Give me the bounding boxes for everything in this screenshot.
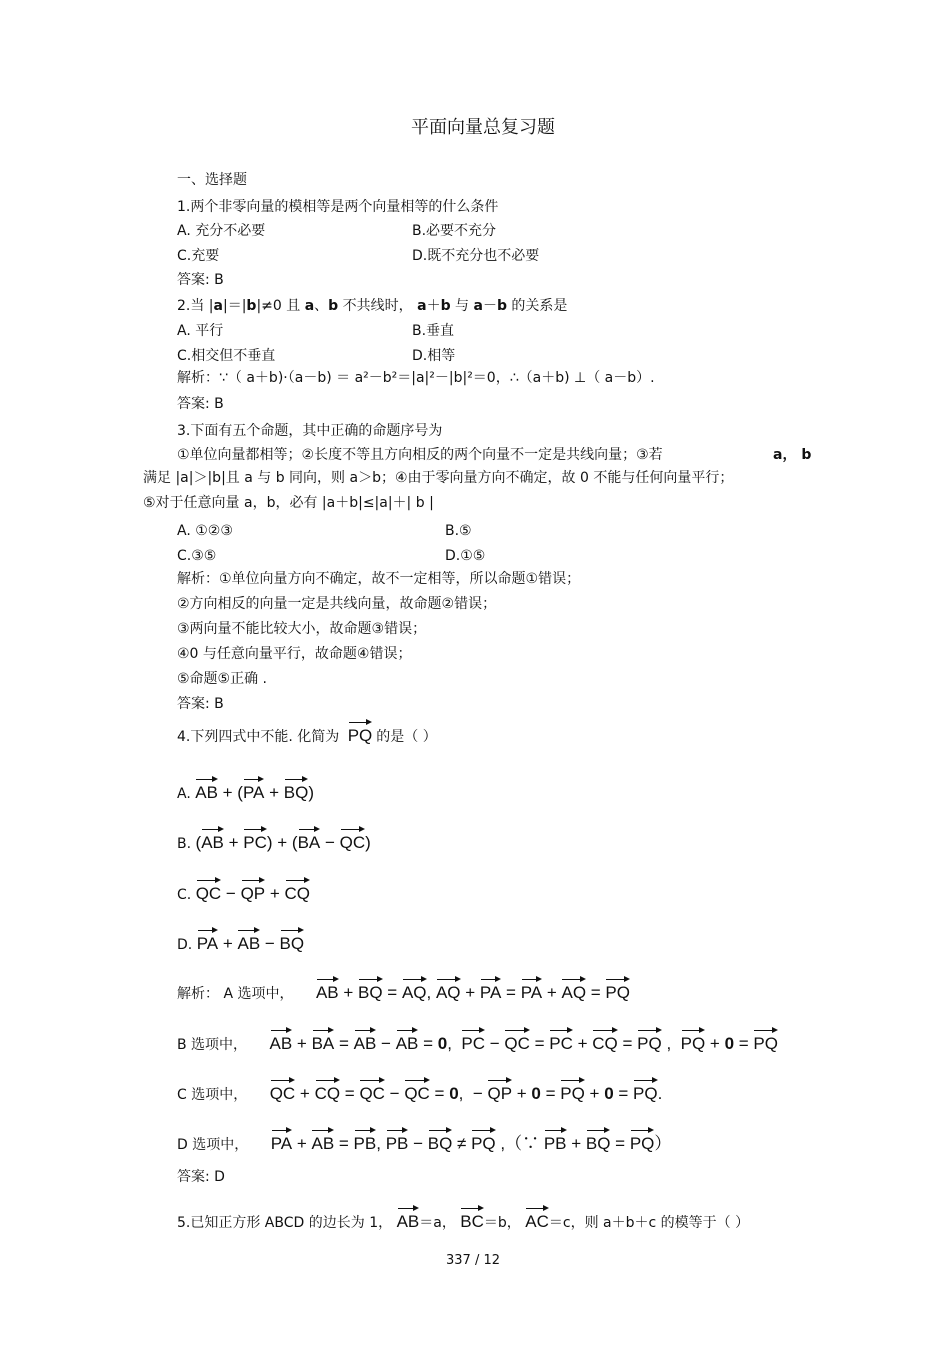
vector-pq: PQ (347, 726, 373, 745)
q4-option-c: C. QC − QP + CQ (177, 884, 310, 903)
q2-option-b: B.垂直 (412, 323, 455, 339)
page-title: 平面向量总复习题 (411, 117, 555, 138)
q4-stem: 4.下列四式中不能. 化简为 PQ 的是（ ） (177, 726, 437, 745)
q3-analysis-2: ②方向相反的向量一定是共线向量，故命题②错误； (177, 596, 497, 612)
q3-option-c: C.③⑤ (177, 548, 217, 564)
q3-line-2: 满足 |a|＞|b|且 a 与 b 同向，则 a＞b；④由于零向量方向不确定，故 0 不能与任何向量平行； (143, 470, 734, 486)
q4-analysis-d: D 选项中， PA + AB = PB, PB − BQ ≠ PQ ,（∵ PB + BQ = PQ） (177, 1134, 672, 1153)
q3-line-1: ①单位向量都相等；②长度不等且方向相反的两个向量不一定是共线向量；③若 (177, 447, 663, 463)
q1-option-d: D.既不充分也不必要 (412, 248, 540, 264)
q1-option-b: B.必要不充分 (412, 223, 497, 239)
q2-stem: 2.当 |a|＝|b|≠0 且 a、b 不共线时， a＋b 与 a－b 的关系是 (177, 298, 568, 314)
q3-answer: 答案: B (177, 696, 224, 712)
q2-option-a: A. 平行 (177, 323, 224, 339)
q2-option-d: D.相等 (412, 348, 456, 364)
q3-analysis-3: ③两向量不能比较大小，故命题③错误； (177, 621, 427, 637)
q4-option-d: D. PA + AB − BQ (177, 934, 305, 953)
q4-answer: 答案: D (177, 1169, 225, 1185)
page-number: 337 / 12 (446, 1253, 500, 1268)
q4-option-a: A. AB + (PA + BQ) (177, 783, 314, 802)
q3-analysis-4: ④0 与任意向量平行，故命题④错误； (177, 646, 412, 662)
q4-option-b: B. (AB + PC) + (BA − QC) (177, 833, 371, 852)
q4-analysis-a: 解析： A 选项中， AB + BQ = AQ, AQ + PA = PA + AQ = PQ (177, 983, 630, 1002)
q3-analysis-1: 解析：①单位向量方向不确定，故不一定相等，所以命题①错误； (177, 571, 581, 587)
q3-line-1-tail: a， b (773, 447, 812, 463)
q2-analysis: 解析：∵（ a＋b)·（a－b) ＝ a²－b²＝|a|²－|b|²＝0，∴（a＋b) ⊥（ a－b）. (177, 370, 655, 386)
q2-answer: 答案: B (177, 396, 224, 412)
q3-option-b: B.⑤ (445, 523, 472, 539)
q5-stem: 5.已知正方形 ABCD 的边长为 1， AB＝a， BC＝b， AC＝c，则 a＋b＋c 的模等于（ ） (177, 1212, 750, 1231)
q3-stem: 3.下面有五个命题，其中正确的命题序号为 (177, 423, 443, 439)
q2-option-c: C.相交但不垂直 (177, 348, 276, 364)
q1-stem: 1.两个非零向量的模相等是两个向量相等的什么条件 (177, 199, 499, 215)
q1-option-c: C.充要 (177, 248, 220, 264)
q3-option-d: D.①⑤ (445, 548, 486, 564)
q4-analysis-b: B 选项中， AB + BA = AB − AB = 0, PC − QC = PC + CQ = PQ , PQ + 0 = PQ (177, 1034, 778, 1053)
q1-option-a: A. 充分不必要 (177, 223, 266, 239)
q3-option-a: A. ①②③ (177, 523, 233, 539)
q3-analysis-5: ⑤命题⑤正确 . (177, 671, 268, 687)
q3-line-3: ⑤对于任意向量 a，b，必有 |a＋b|≤|a|＋| b | (143, 495, 434, 511)
q4-analysis-c: C 选项中， QC + CQ = QC − QC = 0, − QP + 0 = PQ + 0 = PQ. (177, 1084, 663, 1103)
section-heading: 一、选择题 (177, 172, 247, 188)
q1-answer: 答案: B (177, 272, 224, 288)
